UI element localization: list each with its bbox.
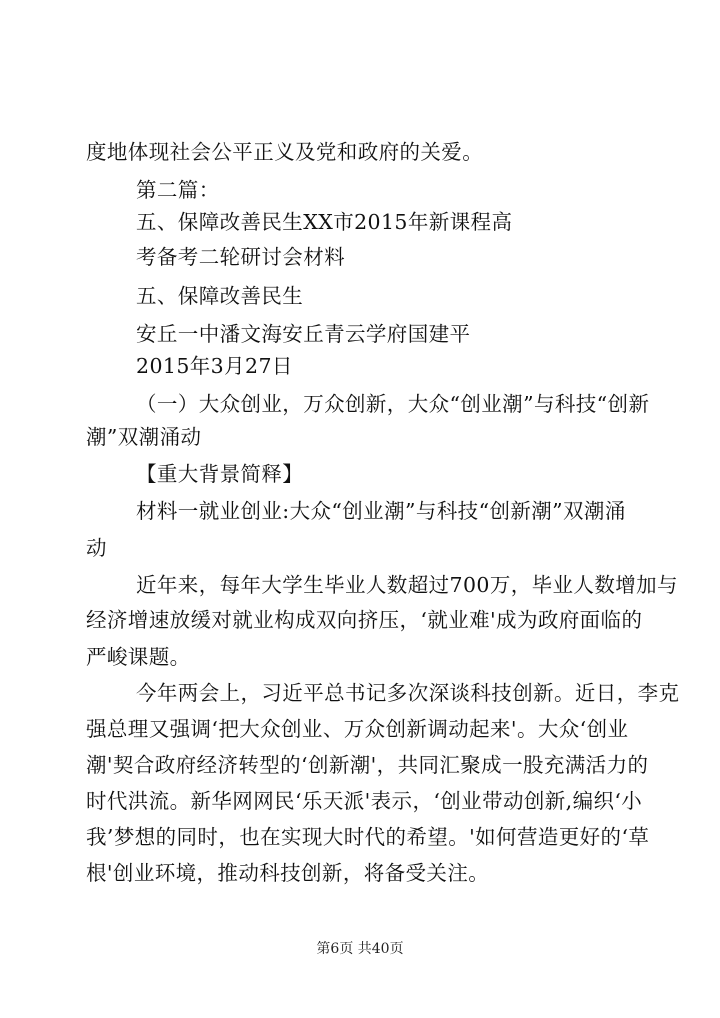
text-line-20: 我’梦想的同时，也在实现大时代的希望。'如何营造更好的‘草 bbox=[86, 825, 650, 849]
text-line-14: 经济增速放缓对就业构成双向挤压，‘就业难'成为政府面临的 bbox=[86, 608, 643, 632]
text-line-19: 时代洪流。新华网网民‘乐天派'表示，‘创业带动创新,编织‘小 bbox=[86, 789, 643, 813]
text-line-18: 潮'契合政府经济转型的‘创新潮'，共同汇聚成一股充满活力的 bbox=[86, 753, 649, 777]
text-line-4: 考备考二轮研讨会材料 bbox=[136, 245, 345, 269]
background-heading: 【重大背景简释】 bbox=[136, 462, 304, 486]
page-number-footer: 第6页 共40页 bbox=[316, 941, 404, 957]
author-line: 安丘一中潘文海安丘青云学府国建平 bbox=[136, 322, 471, 346]
text-line-16: 今年两会上，习近平总书记多次深谈科技创新。近日，李克 bbox=[136, 681, 680, 705]
text-line-15: 严峻课题。 bbox=[86, 645, 191, 669]
text-line-21: 根'创业环境，推动科技创新，将备受关注。 bbox=[86, 861, 490, 885]
date-line: 2015年3月27日 bbox=[136, 354, 293, 378]
text-line-8: （一）大众创业，万众创新，大众“创业潮”与科技“创新 bbox=[136, 392, 650, 416]
section-heading: 第二篇： bbox=[136, 178, 220, 202]
text-line-12: 动 bbox=[86, 536, 107, 560]
text-line-5: 五、保障改善民生 bbox=[136, 284, 304, 308]
text-line-13: 近年来，每年大学生毕业人数超过700万，毕业人数增加与 bbox=[136, 573, 678, 597]
text-line-9: 潮”双潮涌动 bbox=[86, 425, 202, 449]
text-line-3: 五、保障改善民生XX市2015年新课程高 bbox=[136, 210, 513, 234]
text-line-11: 材料一就业创业:大众“创业潮”与科技“创新潮”双潮涌 bbox=[136, 499, 626, 523]
text-line-1: 度地体现社会公平正义及党和政府的关爱。 bbox=[86, 140, 484, 164]
text-line-17: 强总理又强调‘把大众创业、万众创新调动起来'。大众‘创业 bbox=[86, 717, 629, 741]
